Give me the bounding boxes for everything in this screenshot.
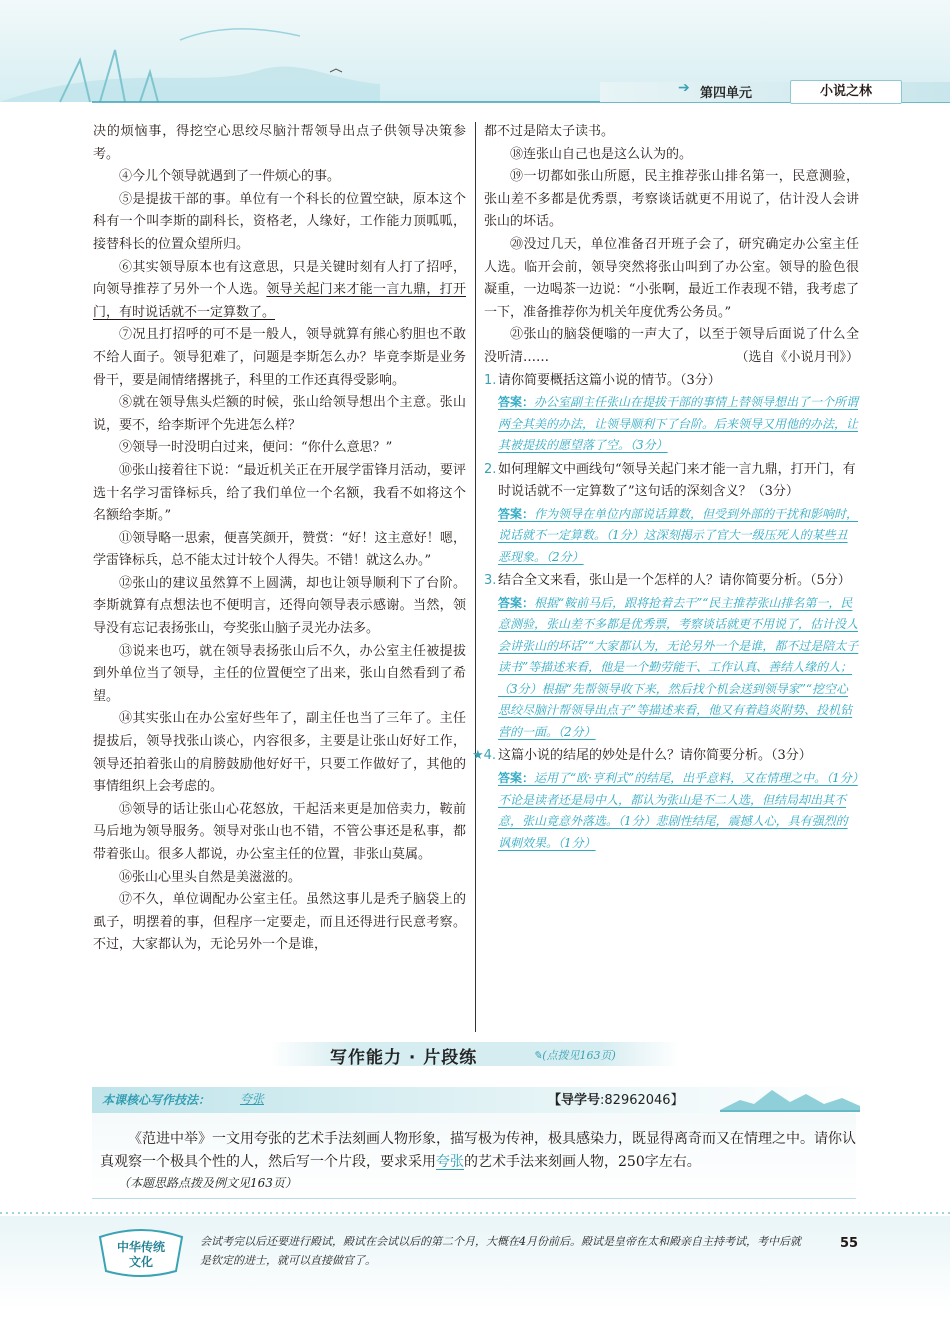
answer: 答案：运用了“欧·亨利式”的结尾，出乎意料，又在情理之中。（1分）不论是读者还是局中人，都认为张山是不二人选，但结局却出其不意，张山竟意外落选。（1分）悲剧性结尾，震撼人心，具有强烈的讽刺效果。（1分） <box>498 771 858 850</box>
footer-trivia: 会试考完以后还要进行殿试，殿试在会试以后的第二个月，大概在4月份前后。殿试是皇帝在太和殿亲自主持考试，考中后就是钦定的进士，就可以直接做官了。 <box>200 1235 801 1267</box>
technique-label: 本课核心写作技法： <box>102 1093 211 1107</box>
question-text: 请你简要概括这篇小说的情节。（3分） <box>498 372 721 388</box>
question-1 <box>484 370 859 457</box>
source-citation: （选自《小说月刊》） <box>735 349 859 365</box>
story-paragraph: ⑨领导一时没明白过来，便问：“你什么意思？” <box>119 440 393 456</box>
topic-label: 小说之林 <box>790 80 902 104</box>
writing-prompt: 《范进中举》一文用夸张的艺术手法刻画人物形象，描写极为传神，极具感染力，既显得离奇而又在情理之中。请你认真观察一个极具个性的人，然后写一个片段，要求采用夸张的艺术手法来刻画人物，250字左右。 <box>100 1131 856 1170</box>
arrow-icon: ➔ <box>678 80 690 96</box>
mountain-decoration <box>720 1082 860 1112</box>
question-2 <box>484 459 859 569</box>
keyword: 夸张 <box>436 1154 464 1170</box>
culture-logo <box>96 1227 186 1277</box>
story-paragraph: ㉑张山的脑袋便嗡的一声大了，以至于领导后面说了什么全没听清…… （选自《小说月刊》） <box>484 324 859 369</box>
star-icon: ★ <box>472 748 484 764</box>
underlined-sentence: 领导关起门来才能一言九鼎，打开门，有时说话就不一定算数了。 <box>93 282 466 320</box>
story-paragraph: ⑪领导略一思索，便喜笑颜开，赞赏：“好！这主意好！嗯，学雷锋标兵，总不能太过计较个人得失。不错！就这么办。” <box>93 530 466 569</box>
story-paragraph: ⑧就在领导焦头烂额的时候，张山给领导想出个主意。张山说，要不，给李斯评个先进怎么样？ <box>93 395 466 433</box>
answer: 答案：根据“鞍前马后，跟将抢着去干”“民主推荐张山排名第一，民意测验，张山差不多都是优秀票，考察谈话就更不用说了，估计没人会讲张山的坏话”“大家都认为，无论另外一个是谁，都不过是陪太子读书”等描述来看，他是一个勤劳能干、工作认真、善结人缘的人；（3分）根据“先帮领导收下来，然后找个机会送到领导家”“挖空心思绞尽脑汁帮领导出点子”等描述来看，他又有着趋炎附势、投机钻营的一面。（2分） <box>498 595 859 739</box>
story-paragraph: ⑱连张山自己也是这么认为的。 <box>510 146 693 162</box>
story-paragraph: ⑥其实领导原本也有这意思，只是关键时刻有人打了招呼，向领导推荐了另外一个人选。领导关起门来才能一言九鼎，打开门，有时说话就不一定算数了。 <box>93 259 466 320</box>
question-number: 2. <box>484 461 497 477</box>
column-divider <box>475 122 476 1032</box>
story-paragraph: ⑲一切都如张山所愿，民主推荐张山排名第一，民意测验，张山差不多都是优秀票，考察谈话就更不用说了，估计没人会讲张山的坏话。 <box>484 169 859 230</box>
answer: 答案：作为领导在单位内部说话算数，但受到外部的干扰和影响时，说话就不一定算数。（1分）这深刻揭示了官大一级压死人的某些丑恶现象。（2分） <box>498 506 859 564</box>
story-paragraph: 都不过是陪太子读书。 <box>484 124 615 139</box>
pencil-icon: ✎ <box>533 1049 543 1062</box>
story-paragraph: ⑯张山心里头自然是美滋滋的。 <box>119 869 302 885</box>
guide-number: 【导学号:82962046】 <box>548 1093 684 1108</box>
story-paragraph: ④今儿个领导就遇到了一件烦心的事。 <box>119 169 341 185</box>
unit-label: 第四单元 <box>700 86 753 101</box>
question-text: 如何理解文中画线句“领导关起门来才能一言九鼎，打开门，有时说话就不一定算数了”这句话的深刻含义？（3分） <box>498 461 856 500</box>
story-left-column <box>93 121 466 957</box>
story-paragraph: ⑩张山接着往下说：“最近机关正在开展学雷锋月活动，要评选十名学习雷锋标兵，给了我们单位一个名额，我看不如将这个名额给李斯。” <box>93 462 466 524</box>
question-number: 3. <box>484 573 497 589</box>
question-text: 这篇小说的结尾的妙处是什么？请你简要分析。（3分） <box>498 748 812 764</box>
story-paragraph: ⑬说来也巧，就在领导表扬张山后不久，办公室主任被提拔到外单位当了领导，主任的位置便空了出来，张山自然看到了希望。 <box>93 643 466 704</box>
svg-text:文化: 文化 <box>128 1255 154 1269</box>
story-paragraph: ⑦况且打招呼的可不是一般人，领导就算有熊心豹胆也不敢不给人面子。领导犯难了，问题是李斯怎么办？毕竟李斯是业务骨干，要是闹情绪撂挑子，科里的工作还真得受影响。 <box>93 327 466 388</box>
story-paragraph: ⑤是提拔干部的事。单位有一个科长的位置空缺，原本这个科有一个叫李斯的副科长，资格老，人缘好，工作能力顶呱呱，接替科长的位置众望所归。 <box>93 191 466 252</box>
section-title: 写作能力 · 片段练 <box>330 1048 478 1068</box>
technique-value: 夸张 <box>240 1092 265 1106</box>
question-4 <box>472 745 859 854</box>
question-3 <box>484 570 859 743</box>
story-paragraph: ⑮领导的话让张山心花怒放，干起活来更是加倍卖力，鞍前马后地为领导服务。领导对张山也不错，不管公事还是私事，都带着张山。很多人都说，办公室主任的位置，非张山莫属。 <box>93 801 466 862</box>
question-number: 1. <box>484 372 497 388</box>
section-reference: ✎(点拨见163页) <box>533 1049 616 1062</box>
question-number: ★4. <box>472 748 497 764</box>
story-paragraph: ⑭其实张山在办公室好些年了，副主任也当了三年了。主任提拔后，领导找张山谈心，内容很多，主要是让张山好好工作，领导还拍着张山的肩膀鼓励他好好干，只要工作做好了，其他的事情组织上会考虑的。 <box>93 711 466 795</box>
story-paragraph: 决的烦恼事，得挖空心思绞尽脑汁帮领导出点子供领导决策参考。 <box>93 124 466 162</box>
story-paragraph: ⑰不久，单位调配办公室主任。虽然这事儿是秃子脑袋上的虱子，明摆着的事，但程序一定要走，而且还得进行民意考察。不过，大家都认为，无论另外一个是谁， <box>93 892 466 953</box>
writing-note: （本题思路点拨及例文见163页） <box>118 1176 297 1190</box>
story-paragraph: ⑫张山的建议虽然算不上圆满，却也让领导顺利下了台阶。李斯就算有点想法也不便明言，还得向领导表示感谢。当然，领导没有忘记表扬张山，夸奖张山脑子灵光办法多。 <box>93 575 466 637</box>
svg-text:中华传统: 中华传统 <box>116 1240 166 1254</box>
answer: 答案：办公室副主任张山在提拔干部的事情上替领导想出了一个所谓两全其美的办法，让领导顺利下了台阶。后来领导又用他的办法，让其被提拔的愿望落了空。（3分） <box>498 395 859 453</box>
story-right-column <box>472 121 859 856</box>
question-text: 结合全文来看，张山是一个怎样的人？请你简要分析。（5分） <box>498 573 851 589</box>
page-number: 55 <box>840 1236 859 1251</box>
story-paragraph: ⑳没过几天，单位准备召开班子会了，研究确定办公室主任人选。临开会前，领导突然将张山叫到了办公室。领导的脸色很凝重，一边喝茶一边说：“小张啊，最近工作表现不错，我考虑了一下，准备推荐你为机关年度优秀公务员。” <box>484 236 859 320</box>
